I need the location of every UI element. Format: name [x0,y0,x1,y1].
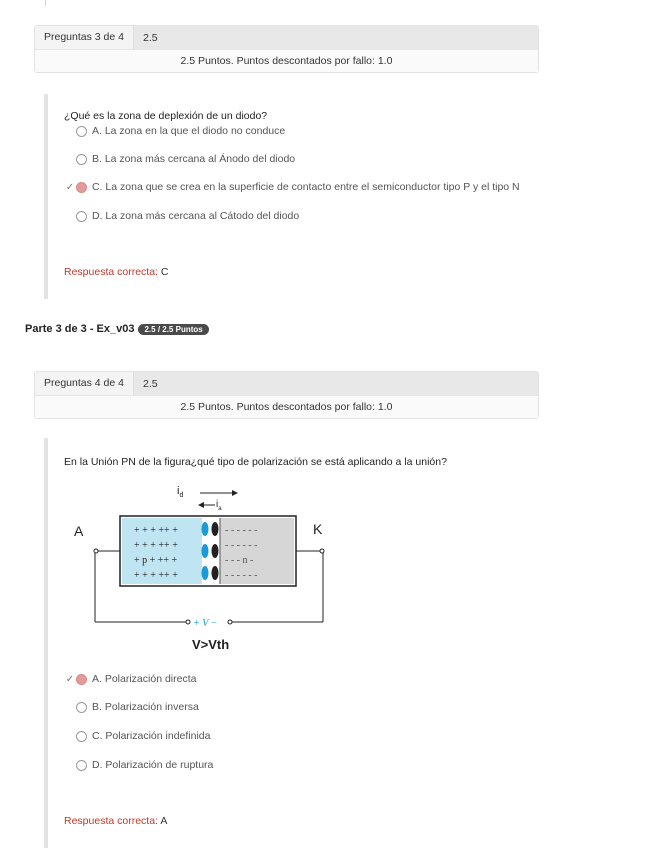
p-carriers-row: + + + ++ + [134,525,178,536]
negative-ion [202,544,209,558]
figure-caption: V>Vth [192,637,230,652]
positive-ion [212,566,219,580]
voltage-source-label: + V − [193,618,218,629]
ia-label: $i_a$ [216,499,222,512]
source-terminal [228,620,232,624]
question-3-left-bar [44,94,48,299]
source-terminal [186,620,190,624]
question-4-label: Preguntas 4 de 4 [35,372,134,395]
p-carriers-row: + p + ++ + [134,555,178,566]
anode-label: A [74,523,84,539]
radio-selected-icon[interactable] [76,674,87,685]
pn-junction-figure [72,478,342,661]
part-score-badge: 2.5 / 2.5 Puntos [138,324,208,335]
negative-ion [202,522,209,536]
n-carriers-row: - - - - - - [225,540,258,551]
question-3-option-a[interactable]: A. La zona en la que el diodo no conduce [64,124,285,138]
checkmark-icon: ✓ [65,181,75,193]
negative-ion [202,566,209,580]
top-divider [45,0,46,6]
question-3-correct-answer: Respuesta correcta: C [64,266,169,278]
radio-icon[interactable] [76,731,87,742]
question-3-label: Preguntas 3 de 4 [35,26,134,49]
question-4-points-info: 2.5 Puntos. Puntos descontados por fallo: 1.0 [35,395,538,418]
positive-ion [212,544,219,558]
p-carriers-row: + + + ++ + [134,570,178,581]
question-4-option-a[interactable]: ✓ A. Polarización directa [65,673,197,685]
radio-selected-icon[interactable] [76,182,87,193]
question-3-option-b[interactable]: B. La zona más cercana al Ánodo del diodo [64,152,295,166]
question-3-option-c[interactable]: ✓ C. La zona que se crea en la superficie de contacto entre el semiconductor tipo P y el tipo N [65,181,520,193]
question-4-text: En la Unión PN de la figura¿qué tipo de polarización se está aplicando a la unión? [64,456,447,468]
id-arrow-head [232,490,238,496]
radio-icon[interactable] [76,154,87,165]
pn-junction-diagram [72,478,342,658]
ia-arrow-head [198,502,204,508]
n-carriers-row: - - - n - [225,555,254,566]
p-carriers-row: + + + ++ + [134,540,178,551]
cathode-terminal [320,549,324,553]
anode-terminal [94,549,98,553]
question-4-correct-answer: Respuesta correcta: A [64,815,168,827]
part-title: Parte 3 de 3 - Ex_v03 [25,323,135,335]
positive-ion [212,522,219,536]
question-4-left-bar [44,438,48,848]
radio-icon[interactable] [76,126,87,137]
question-3-score: 2.5 [142,31,158,44]
cathode-label: K [313,521,323,537]
question-4-score: 2.5 [142,377,158,390]
question-3-header [34,25,539,73]
n-carriers-row: - - - - - - [225,570,258,581]
radio-icon[interactable] [76,760,87,771]
radio-icon[interactable] [76,211,87,222]
id-label: $i_d$ [177,485,184,499]
question-4-option-d[interactable]: D. Polarización de ruptura [64,758,213,772]
radio-icon[interactable] [76,702,87,713]
n-carriers-row: - - - - - - [225,525,258,536]
question-4-option-b[interactable]: B. Polarización inversa [64,700,199,714]
part-title-row [25,323,209,335]
checkmark-icon: ✓ [65,673,75,685]
question-4-option-c[interactable]: C. Polarización indefinida [64,729,210,743]
question-4-header [34,371,539,419]
question-3-text: ¿Qué es la zona de deplexión de un diodo? [64,110,268,122]
question-3-option-d[interactable]: D. La zona más cercana al Cátodo del diodo [64,209,299,223]
question-3-points-info: 2.5 Puntos. Puntos descontados por fallo: 1.0 [35,49,538,72]
